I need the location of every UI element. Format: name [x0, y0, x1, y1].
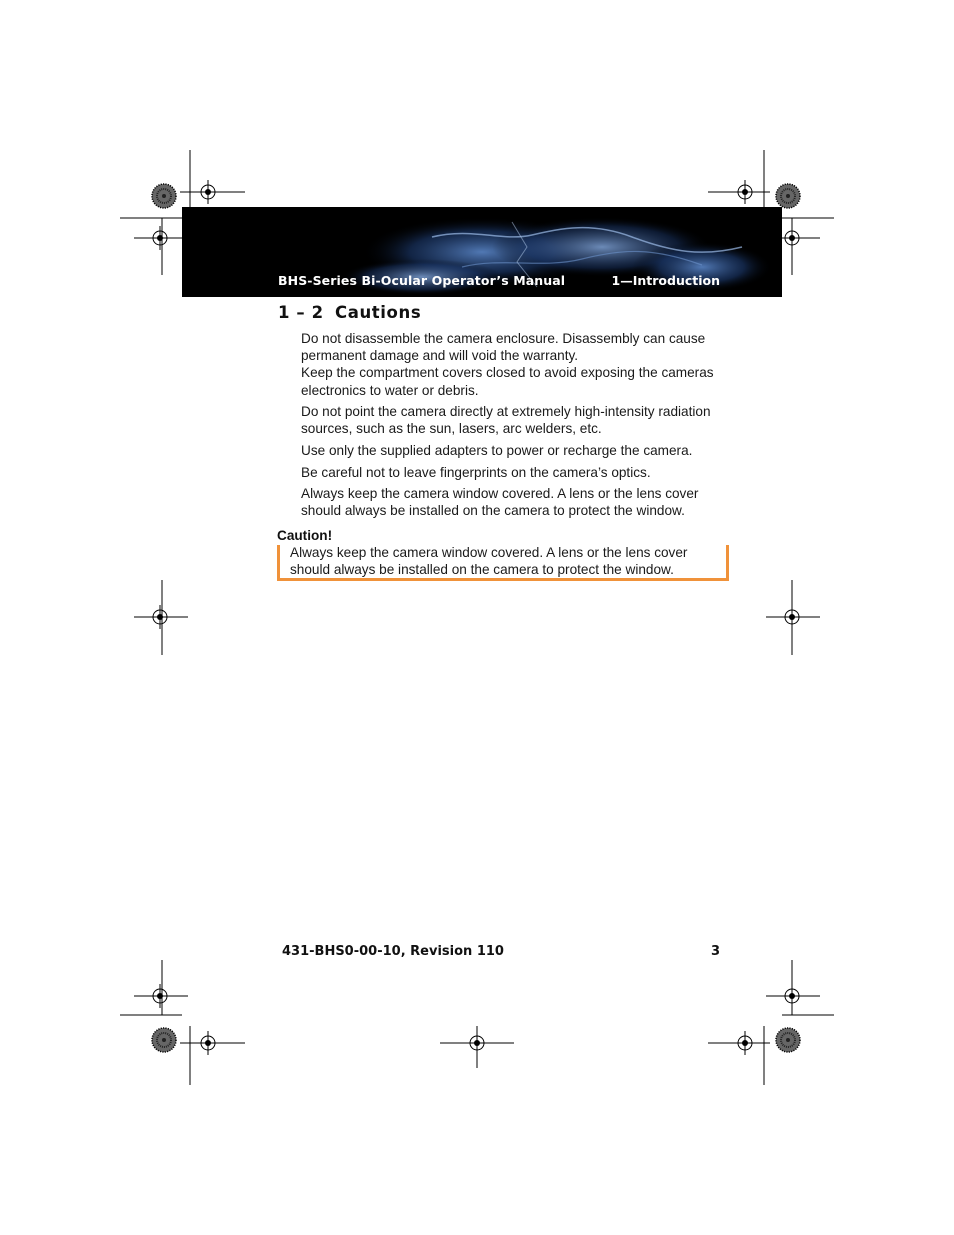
caution-paragraph: Use only the supplied adapters to power or recharge the camera.: [301, 443, 693, 458]
page-header-banner: [182, 207, 782, 297]
page-number: 3: [711, 944, 721, 959]
manual-title: BHS-Series Bi-Ocular Operator’s Manual: [278, 273, 566, 288]
chapter-title: 1—Introduction: [611, 273, 720, 288]
caution-label: Caution!: [277, 528, 333, 543]
section-number: 1 – 2: [278, 303, 324, 322]
section-title: Cautions: [335, 303, 422, 322]
caution-paragraph: Always keep the camera window covered. A lens or the lens cover should always be installed on the camera to protect the window.: [301, 486, 699, 519]
caution-callout-text: Always keep the camera window covered. A lens or the lens cover should always be installed on the camera to protect the window.: [290, 545, 688, 577]
caution-paragraph: Be careful not to leave fingerprints on the camera’s optics.: [301, 464, 651, 480]
caution-paragraph: Do not disassemble the camera enclosure. Disassembly can cause permanent damage and will void the warranty.: [301, 331, 706, 364]
cautions-list: [301, 330, 731, 524]
section-heading: [278, 303, 421, 322]
document-number: 431-BHS0-00-10, Revision 110: [282, 944, 504, 959]
caution-callout-box: [277, 545, 729, 581]
caution-paragraph: Keep the compartment covers closed to avoid exposing the cameras electronics to water or debris.: [301, 365, 714, 398]
caution-paragraph: Do not point the camera directly at extremely high-intensity radiation sources, such as the sun, lasers, arc welders, etc.: [301, 404, 711, 437]
